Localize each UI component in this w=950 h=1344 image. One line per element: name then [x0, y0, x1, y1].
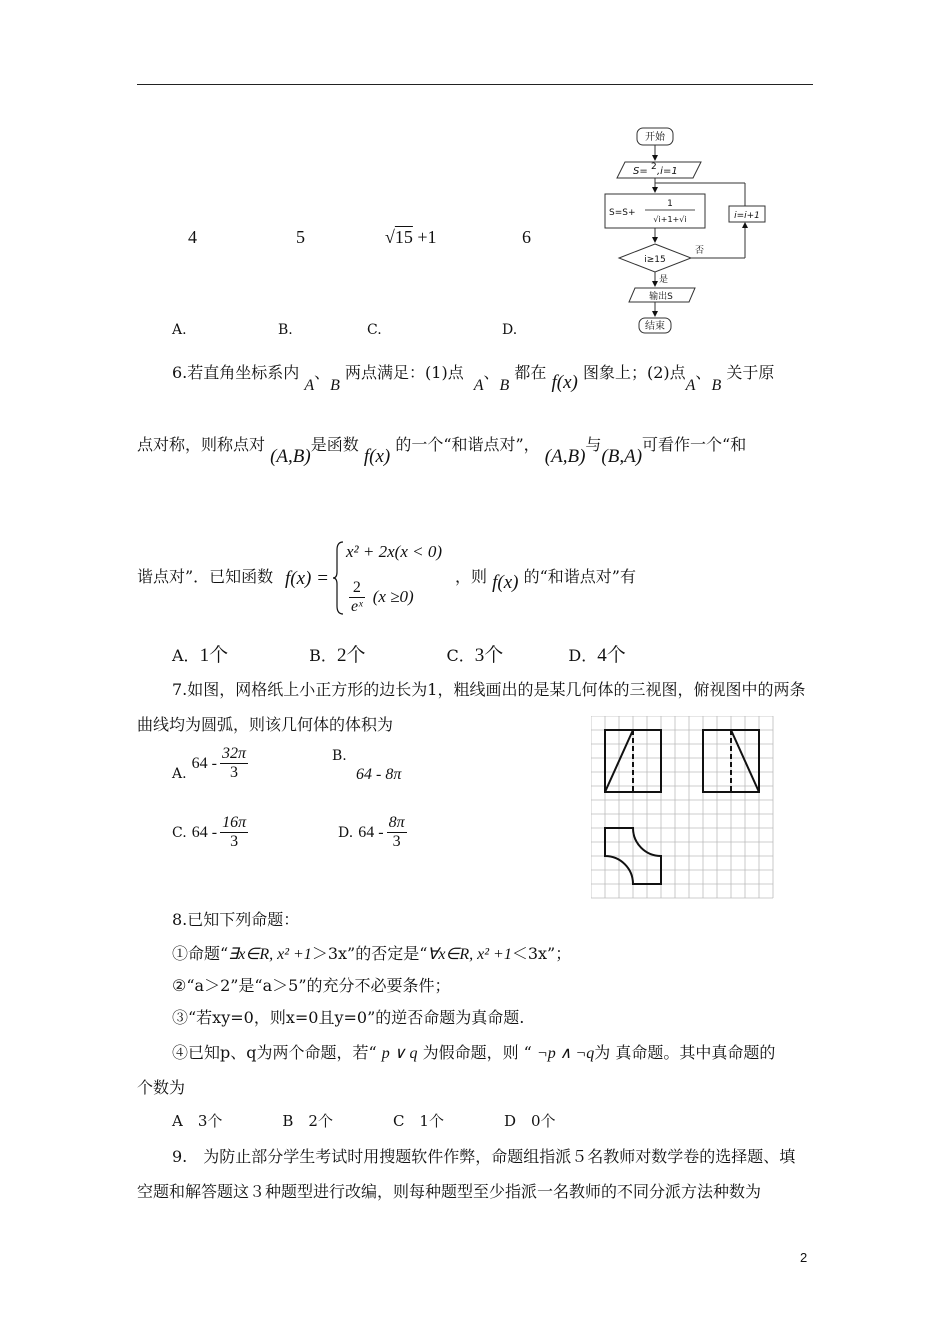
q8-title: 8.已知下列命题：: [172, 910, 300, 929]
q6-text: 的一个“和谐点对”，: [395, 435, 540, 454]
q5-radicand: 15: [394, 227, 413, 247]
q8-prop-4: [172, 1040, 775, 1063]
q6-text: 图象上；(2)点: [582, 363, 686, 382]
q8-math: p ∨ q: [381, 1045, 418, 1062]
q6-option-b-label: B．: [309, 646, 337, 665]
q6-line-2: [137, 432, 747, 467]
three-view-figure: [591, 716, 779, 902]
q5-option-d: D.: [502, 322, 518, 338]
q7-c-pre: 64 -: [191, 824, 218, 841]
q5-value-a: 4: [188, 227, 197, 247]
q8-prop-4-cont: 个数为: [137, 1078, 186, 1097]
q7-b-label: B.: [332, 748, 347, 764]
q6-point-a: A: [473, 377, 484, 394]
q8-text: 为假命题，则 “: [422, 1043, 532, 1062]
q5-option-c: C.: [367, 322, 382, 338]
q7-c-den: 3: [230, 833, 239, 850]
q6-text: 与: [585, 435, 602, 454]
q8-options: A 3个 B 2个 C 1个 D 0个: [172, 1112, 556, 1130]
q6-point-a: A: [304, 377, 315, 394]
q6-point-b: B: [711, 377, 722, 394]
q6-point-a: A: [685, 377, 696, 394]
q6-option-c: 3个: [474, 645, 504, 666]
flow-init-i: ,i=1: [657, 166, 678, 177]
q8-prop-1: [172, 941, 571, 964]
q8-prop-2: ②“a＞2”是“a＞5”的充分不必要条件；: [172, 976, 451, 995]
flow-end-label: 结束: [645, 321, 665, 332]
q8-text: ④已知p、q为两个命题，若“: [172, 1043, 377, 1062]
q6-fx: f(x): [363, 446, 391, 467]
q7-option-d: [338, 814, 410, 851]
q6-dun: 、: [695, 363, 712, 382]
q8-text: ＜3x”；: [511, 944, 572, 963]
q6-options: [172, 640, 626, 667]
q7-a-pre: 64 -: [191, 755, 217, 772]
q6-option-d: 4个: [597, 645, 626, 666]
flow-no: 否: [695, 246, 705, 256]
q6-option-a-label: A．: [172, 646, 200, 665]
flow-init-s: S=: [633, 166, 648, 177]
q6-point-b: B: [499, 377, 510, 394]
q5-option-b: B.: [278, 322, 293, 338]
q7-a-label: A.: [172, 766, 187, 782]
q5-value-b: 5: [296, 227, 305, 247]
q6-line-3-b: [455, 564, 636, 593]
q6-text: ，则: [455, 567, 488, 586]
flow-cond: i≥15: [644, 255, 666, 265]
q7-a-num: 32π: [221, 745, 246, 762]
q7-d-pre: 64 -: [358, 824, 384, 841]
q6-pair-ab: (A,B): [544, 446, 586, 467]
flowchart: [595, 122, 775, 338]
flow-init-two: 2: [651, 162, 657, 172]
flow-body-num: 1: [667, 199, 673, 209]
q6-pair-ba: (B,A): [601, 446, 643, 467]
q6-pair-ab: (A,B): [270, 446, 311, 467]
q6-option-d-label: D．: [568, 646, 598, 665]
q6-line-1: [172, 360, 775, 394]
q7-a-den: 3: [229, 764, 238, 781]
q6-case2-num: 2: [349, 579, 365, 598]
q6-dun: 、: [483, 363, 500, 382]
q6-option-a: 1个: [199, 645, 229, 666]
q6-fx-eq: f(x) =: [285, 568, 329, 589]
flow-output: 输出S: [649, 292, 673, 302]
q8-math: ¬p ∧ ¬q: [536, 1045, 595, 1062]
q8-text: ①命题“: [172, 944, 229, 963]
q6-text: 可看作一个“和: [642, 435, 747, 454]
flow-body-lhs: S=S+: [609, 208, 636, 218]
q6-point-b: B: [330, 377, 340, 394]
q8-prop-3: ③“若xy=0，则x=0且y=0”的逆否命题为真命题.: [172, 1008, 525, 1027]
q7-option-a: [172, 745, 251, 782]
flow-start-label: 开始: [645, 132, 665, 143]
q8-math: ∃x∈R, x² +1: [228, 946, 312, 963]
q8-text: ＞3x”的否定是“: [311, 944, 428, 963]
q6-case2-den: eˣ: [351, 598, 363, 615]
q5-value-d: 6: [522, 227, 531, 247]
q6-option-b: 2个: [336, 645, 366, 666]
q5-plus-one: +1: [417, 227, 437, 247]
flow-incr: i=i+1: [734, 211, 760, 221]
q6-case-1: x² + 2x(x < 0): [346, 542, 442, 561]
q9-line-1: 9. 为防止部分学生考试时用搜题软件作弊，命题组指派５名教师对数学卷的选择题、填: [172, 1147, 796, 1166]
q6-text: 6.若直角坐标系内: [172, 363, 300, 382]
q7-d-den: 3: [392, 833, 401, 850]
q8-text: 为 真命题。其中真命题的: [594, 1043, 776, 1062]
flow-body-den: √i+1+√i: [653, 215, 687, 224]
q6-text: 是函数: [310, 435, 359, 454]
q9-line-2: 空题和解答题这３种题型进行改编，则每种题型至少指派一名教师的不同分派方法种数为: [137, 1182, 762, 1201]
q7-line-2: 曲线均为圆弧，则该几何体的体积为: [137, 715, 394, 734]
header-rule: [137, 84, 813, 85]
q6-case-2: [346, 579, 414, 616]
q6-fx: f(x): [551, 372, 578, 393]
q6-text: 都在: [514, 363, 547, 382]
flow-yes: 是: [659, 275, 669, 285]
q6-fx: f(x): [492, 572, 519, 593]
q6-text: 的“和谐点对”有: [523, 567, 636, 586]
q7-b-val: 64 - 8π: [356, 766, 402, 783]
q7-d-label: D.: [338, 825, 354, 841]
q7-option-b: [332, 745, 401, 784]
page-number: 2: [800, 1250, 808, 1265]
q6-line-3-text: 谐点对”．已知函数: [137, 567, 274, 586]
q5-option-a: A.: [172, 322, 187, 338]
q6-option-c-label: C．: [446, 646, 475, 665]
q7-line-1: 7.如图，网格纸上小正方形的边长为1，粗线画出的是某几何体的三视图，俯视图中的两条: [172, 680, 806, 699]
q6-case2-cond: (x ≥0): [372, 587, 414, 606]
q8-math: ∀x∈R, x² +1: [427, 946, 512, 963]
q7-d-num: 8π: [388, 814, 405, 831]
q7-c-num: 16π: [222, 814, 247, 831]
q6-text: 关于原: [726, 363, 775, 382]
q6-dun: 、: [314, 363, 331, 382]
q7-c-label: C.: [172, 825, 187, 841]
q5-value-c: √15 +1: [385, 227, 437, 247]
q6-text: 两点满足：(1)点: [345, 363, 464, 382]
q7-option-c: [172, 814, 251, 851]
q6-brace: [333, 540, 345, 616]
q6-text: 点对称，则称点对: [137, 435, 266, 454]
